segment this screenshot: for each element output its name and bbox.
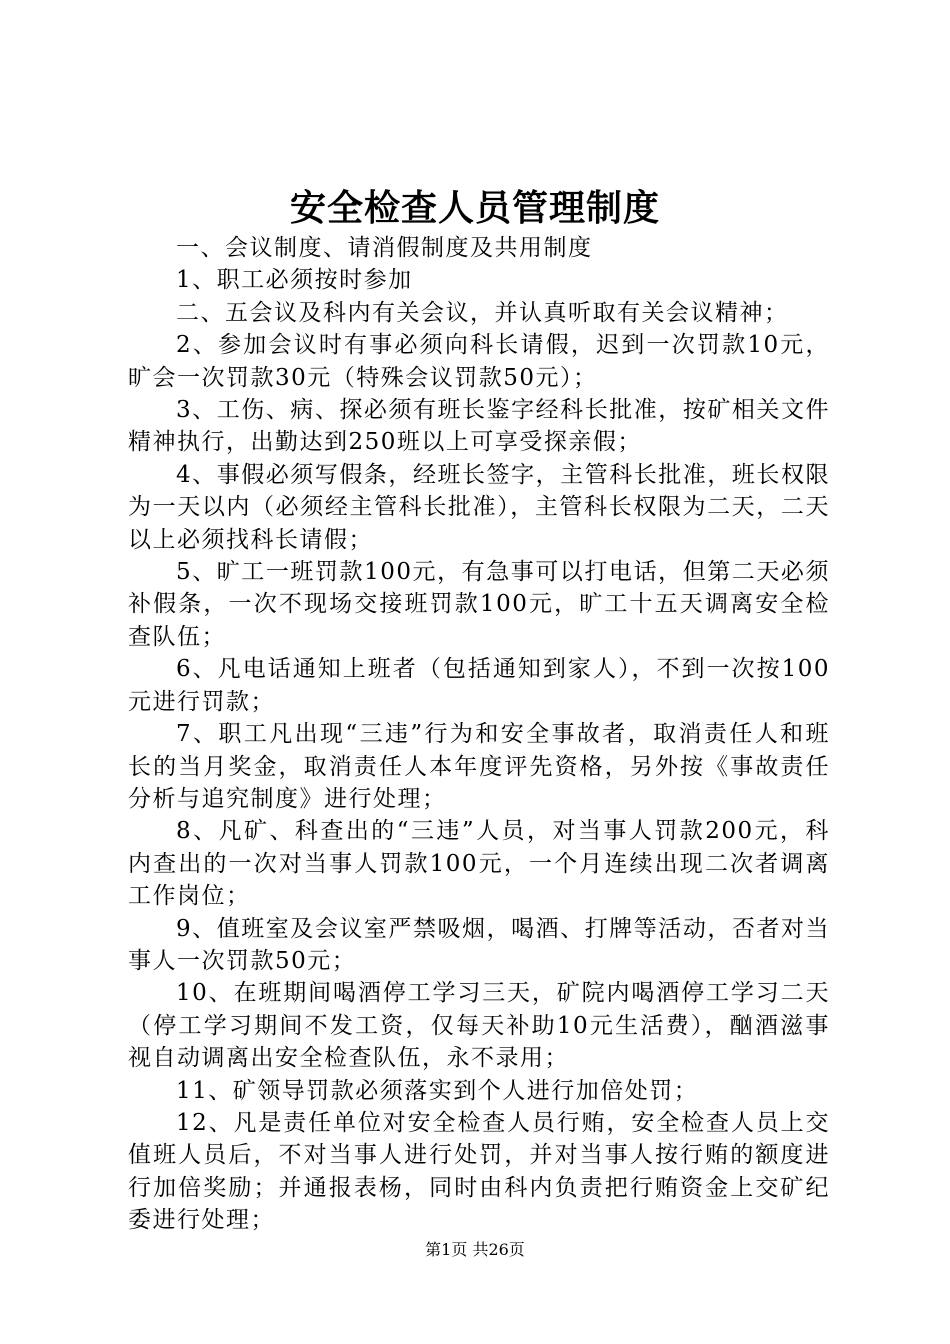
paragraph-14: 12、凡是责任单位对安全检查人员行贿，安全检查人员上交值班人员后，不对当事人进行处罚，并对当事人按行贿的额度进行加倍奖励；并通报表杨，同时由科内负责把行贿资金上交矿纪委进行处理； — [128, 1109, 830, 1234]
paragraph-7: 5、旷工一班罚款100元，有急事可以打电话，但第二天必须补假条，一次不现场交接班罚款100元，旷工十五天调离安全检查队伍； — [128, 559, 830, 650]
paragraph-4: 2、参加会议时有事必须向科长请假，迟到一次罚款10元，旷会一次罚款30元（特殊会议罚款50元）； — [128, 332, 830, 391]
paragraph-6: 4、事假必须写假条，经班长签字，主管科长批准，班长权限为一天以内（必须经主管科长批准），主管科长权限为二天，二天以上必须找科长请假； — [128, 461, 830, 553]
paragraph-11: 9、值班室及会议室严禁吸烟，喝酒、打牌等活动，否者对当事人一次罚款50元； — [128, 915, 830, 974]
paragraph-9: 7、职工凡出现“三违”行为和安全事故者，取消责任人和班长的当月奖金，取消责任人本年度评先资格，另外按《事故责任分析与追究制度》进行处理； — [128, 721, 830, 812]
document-title: 安全检查人员管理制度 — [289, 187, 660, 229]
paragraph-5: 3、工伤、病、探必须有班长鉴字经科长批准，按矿相关文件精神执行，出勤达到250班以上可享受探亲假； — [128, 397, 830, 456]
page-number-footer: 第1页 共26页 — [425, 1240, 525, 1259]
paragraph-1: 一、会议制度、请消假制度及共用制度 — [176, 235, 593, 261]
paragraph-2: 1、职工必须按时参加 — [176, 267, 413, 294]
document-body — [128, 232, 830, 1237]
paragraph-12: 10、在班期间喝酒停工学习三天，矿院内喝酒停工学习二天（停工学习期间不发工资，仅每天补助10元生活费），酗酒滋事视自动调离出安全检查队伍，永不录用； — [128, 980, 830, 1072]
paragraph-10: 8、凡矿、科查出的“三违”人员，对当事人罚款200元，科内查出的一次对当事人罚款100元，一个月连续出现二次者调离工作岗位； — [128, 818, 830, 910]
paragraph-8: 6、凡电话通知上班者（包括通知到家人），不到一次按100元进行罚款； — [128, 656, 830, 715]
paragraph-3: 二、五会议及科内有关会议，并认真听取有关会议精神； — [176, 299, 789, 326]
paragraph-13: 11、矿领导罚款必须落实到个人进行加倍处罚； — [176, 1077, 699, 1104]
